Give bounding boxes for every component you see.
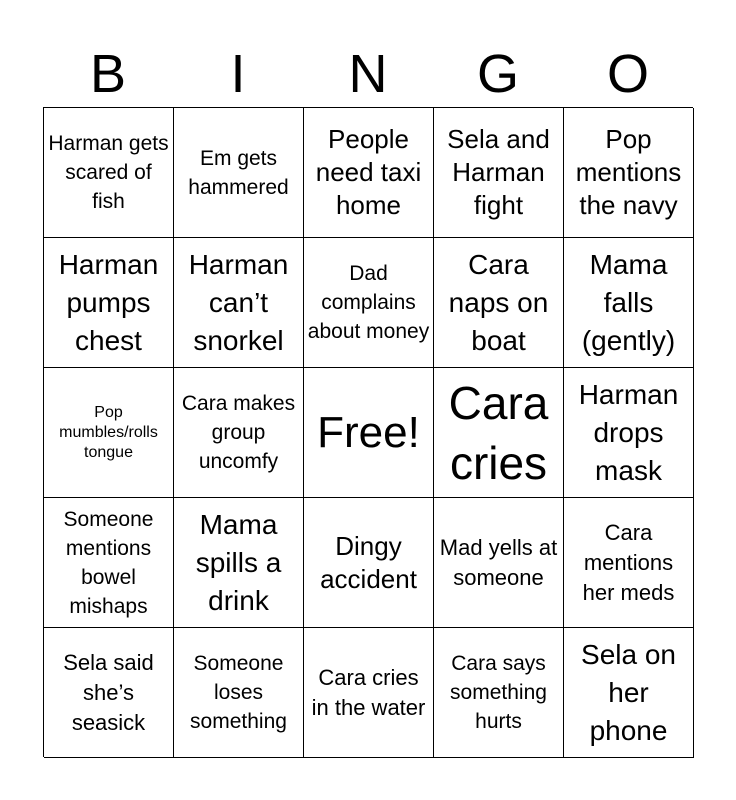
bingo-cell-free[interactable]: [304, 368, 434, 498]
bingo-cell[interactable]: [434, 238, 564, 368]
cell-text: Em gets hammered: [188, 146, 289, 199]
cell-text: Mama spills a drink: [195, 508, 282, 616]
cell-text: Someone loses something: [190, 652, 287, 733]
bingo-cell[interactable]: [174, 108, 304, 238]
bingo-cell[interactable]: [44, 498, 174, 628]
cell-text: Mad yells at someone: [439, 534, 558, 590]
cell-text: Sela said she’s seasick: [63, 649, 154, 735]
bingo-cell[interactable]: [44, 628, 174, 758]
header-letter-b: B: [89, 44, 127, 104]
cell-text: Cara naps on boat: [448, 248, 549, 356]
bingo-cell[interactable]: [174, 628, 304, 758]
bingo-cell[interactable]: [304, 498, 434, 628]
bingo-header: [43, 40, 693, 108]
bingo-grid: [43, 107, 693, 757]
bingo-cell[interactable]: [304, 628, 434, 758]
bingo-cell[interactable]: [564, 628, 694, 758]
bingo-cell[interactable]: [304, 108, 434, 238]
cell-text: Cara mentions her meds: [582, 519, 675, 605]
bingo-cell[interactable]: [434, 498, 564, 628]
cell-text: Harman gets scared of fish: [48, 132, 169, 213]
cell-text: Dad complains about money: [307, 262, 430, 343]
bingo-cell[interactable]: [434, 628, 564, 758]
bingo-cell[interactable]: [434, 108, 564, 238]
header-letter-i: I: [230, 44, 246, 104]
cell-text: Harman pumps chest: [58, 248, 159, 356]
bingo-cell[interactable]: [304, 238, 434, 368]
bingo-cell[interactable]: [44, 108, 174, 238]
cell-text: Cara makes group uncomfy: [181, 392, 296, 473]
cell-text: Cara says something hurts: [450, 652, 547, 733]
bingo-cell[interactable]: [44, 368, 174, 498]
cell-text: Free!: [317, 407, 420, 457]
cell-text: Harman drops mask: [578, 378, 679, 486]
bingo-cell[interactable]: [44, 238, 174, 368]
bingo-cell[interactable]: [564, 498, 694, 628]
cell-text: Sela and Harman fight: [447, 124, 550, 220]
bingo-cell[interactable]: [564, 238, 694, 368]
cell-text: Pop mentions the navy: [575, 124, 682, 220]
bingo-cell[interactable]: [564, 368, 694, 498]
header-letter-g: G: [476, 44, 519, 104]
header-letter-o: O: [606, 44, 649, 104]
cell-text: Someone mentions bowel mishaps: [63, 507, 154, 618]
cell-text: Dingy accident: [320, 530, 417, 594]
bingo-cell[interactable]: [174, 368, 304, 498]
bingo-cell[interactable]: [174, 498, 304, 628]
cell-text: Cara cries: [448, 376, 549, 489]
cell-text: People need taxi home: [315, 124, 422, 220]
cell-text: Mama falls (gently): [581, 248, 676, 356]
header-letter-n: N: [348, 44, 388, 104]
bingo-cell[interactable]: [564, 108, 694, 238]
cell-text: Pop mumbles/rolls tongue: [59, 403, 158, 461]
bingo-cell[interactable]: [174, 238, 304, 368]
cell-text: Sela on her phone: [581, 638, 676, 746]
bingo-cell[interactable]: [434, 368, 564, 498]
cell-text: Cara cries in the water: [311, 664, 426, 720]
cell-text: Harman can’t snorkel: [188, 248, 289, 356]
